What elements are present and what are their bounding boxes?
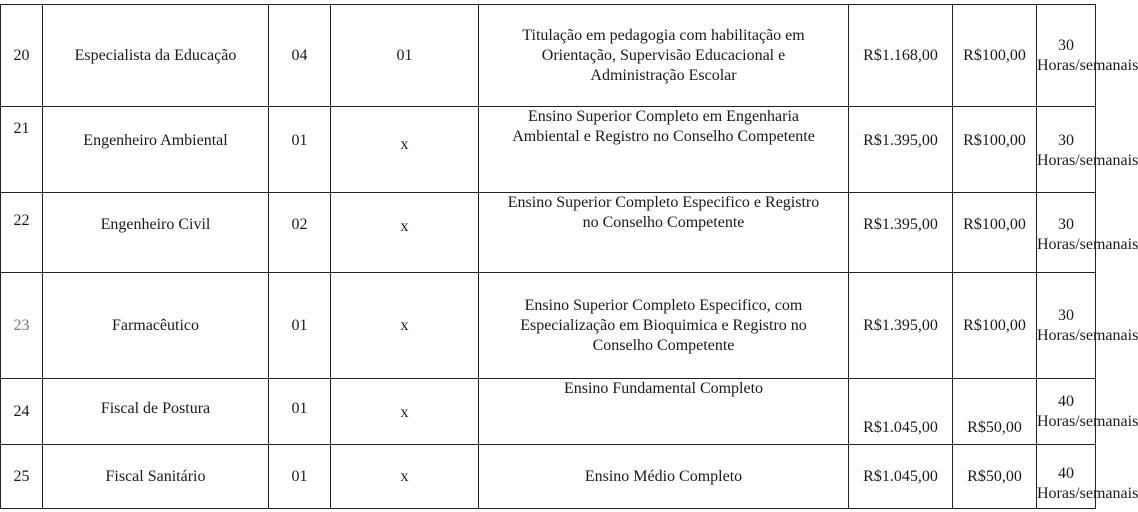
fee-value: R$100,00 xyxy=(953,193,1037,273)
role-name: Fiscal Sanitário xyxy=(43,445,269,509)
hours-value: 30 xyxy=(1058,132,1074,149)
positions-table xyxy=(0,4,1138,509)
hours-unit: Horas/semanais xyxy=(1037,326,1138,344)
requirements-line: Ensino Fundamental Completo xyxy=(563,380,764,397)
requirements-line: no Conselho Competente xyxy=(582,214,745,231)
vacancies-count: 01 xyxy=(269,445,331,509)
requirements-line: Ensino Superior Completo em Engenharia xyxy=(527,108,800,125)
requirements-line: Titulação em pedagogia com habilitação em xyxy=(522,26,805,44)
hours-cell xyxy=(1037,445,1138,509)
requirements-line: Ensino Superior Completo Especifico e Registro xyxy=(507,194,820,211)
hours-cell xyxy=(1037,193,1138,273)
requirements-cell xyxy=(479,5,849,107)
vacancies-count: 02 xyxy=(269,193,331,273)
role-name: Engenheiro Civil xyxy=(43,193,269,273)
requirements-line: Administração Escolar xyxy=(590,66,737,84)
hours-unit: Horas/semanais xyxy=(1037,412,1138,430)
requirements-line: Ambiental e Registro no Conselho Competente xyxy=(512,128,815,145)
requirements-cell xyxy=(479,193,849,273)
row-number: 25 xyxy=(1,445,43,509)
role-name: Farmacêutico xyxy=(43,273,269,379)
fee-value: R$100,00 xyxy=(953,107,1037,193)
hours-cell xyxy=(1037,379,1138,445)
reserved-vacancies: x xyxy=(331,445,479,509)
table-row xyxy=(1,273,1096,379)
role-name: Especialista da Educação xyxy=(43,5,269,107)
vacancies-count: 01 xyxy=(269,107,331,193)
table-row xyxy=(1,445,1096,509)
row-number: 21 xyxy=(1,107,43,193)
hours-unit: Horas/semanais xyxy=(1037,236,1138,253)
row-number: 23 xyxy=(1,273,43,379)
requirements-line: Conselho Competente xyxy=(592,336,735,354)
salary-value: R$1.045,00 xyxy=(849,379,953,445)
role-name: Engenheiro Ambiental xyxy=(43,107,269,193)
vacancies-count: 04 xyxy=(269,5,331,107)
requirements-line: Ensino Médio Completo xyxy=(584,467,743,485)
reserved-vacancies: x xyxy=(331,193,479,273)
hours-value: 40 xyxy=(1058,392,1074,410)
requirements-line: Ensino Superior Completo Especifico, com xyxy=(524,296,803,314)
hours-unit: Horas/semanais xyxy=(1037,484,1138,502)
hours-cell xyxy=(1037,5,1138,107)
table-row xyxy=(1,5,1096,107)
salary-value: R$1.395,00 xyxy=(849,107,953,193)
row-number: 20 xyxy=(1,5,43,107)
table-row xyxy=(1,107,1096,193)
requirements-cell xyxy=(479,445,849,509)
requirements-cell xyxy=(479,107,849,193)
row-number: 24 xyxy=(1,379,43,445)
hours-unit: Horas/semanais xyxy=(1037,56,1138,74)
hours-value: 30 xyxy=(1058,306,1074,324)
requirements-line: Orientação, Supervisão Educacional e xyxy=(541,46,786,64)
salary-value: R$1.395,00 xyxy=(849,273,953,379)
reserved-vacancies: 01 xyxy=(331,5,479,107)
reserved-vacancies: x xyxy=(331,379,479,445)
fee-value: R$100,00 xyxy=(953,5,1037,107)
requirements-cell xyxy=(479,379,849,445)
hours-value: 30 xyxy=(1058,216,1074,233)
table-row xyxy=(1,379,1096,445)
row-number: 22 xyxy=(1,193,43,273)
fee-value: R$100,00 xyxy=(953,273,1037,379)
hours-cell xyxy=(1037,273,1138,379)
requirements-cell xyxy=(479,273,849,379)
salary-value: R$1.168,00 xyxy=(849,5,953,107)
hours-cell xyxy=(1037,107,1138,193)
hours-value: 30 xyxy=(1058,36,1074,54)
table-row xyxy=(1,193,1096,273)
salary-value: R$1.045,00 xyxy=(849,445,953,509)
requirements-line: Especialização em Bioquimica e Registro no xyxy=(520,316,807,334)
role-name: Fiscal de Postura xyxy=(43,379,269,445)
reserved-vacancies: x xyxy=(331,273,479,379)
salary-value: R$1.395,00 xyxy=(849,193,953,273)
fee-value: R$50,00 xyxy=(953,379,1037,445)
vacancies-count: 01 xyxy=(269,379,331,445)
fee-value: R$50,00 xyxy=(953,445,1037,509)
hours-unit: Horas/semanais xyxy=(1037,152,1138,169)
vacancies-count: 01 xyxy=(269,273,331,379)
hours-value: 40 xyxy=(1058,464,1074,482)
reserved-vacancies: x xyxy=(331,107,479,193)
